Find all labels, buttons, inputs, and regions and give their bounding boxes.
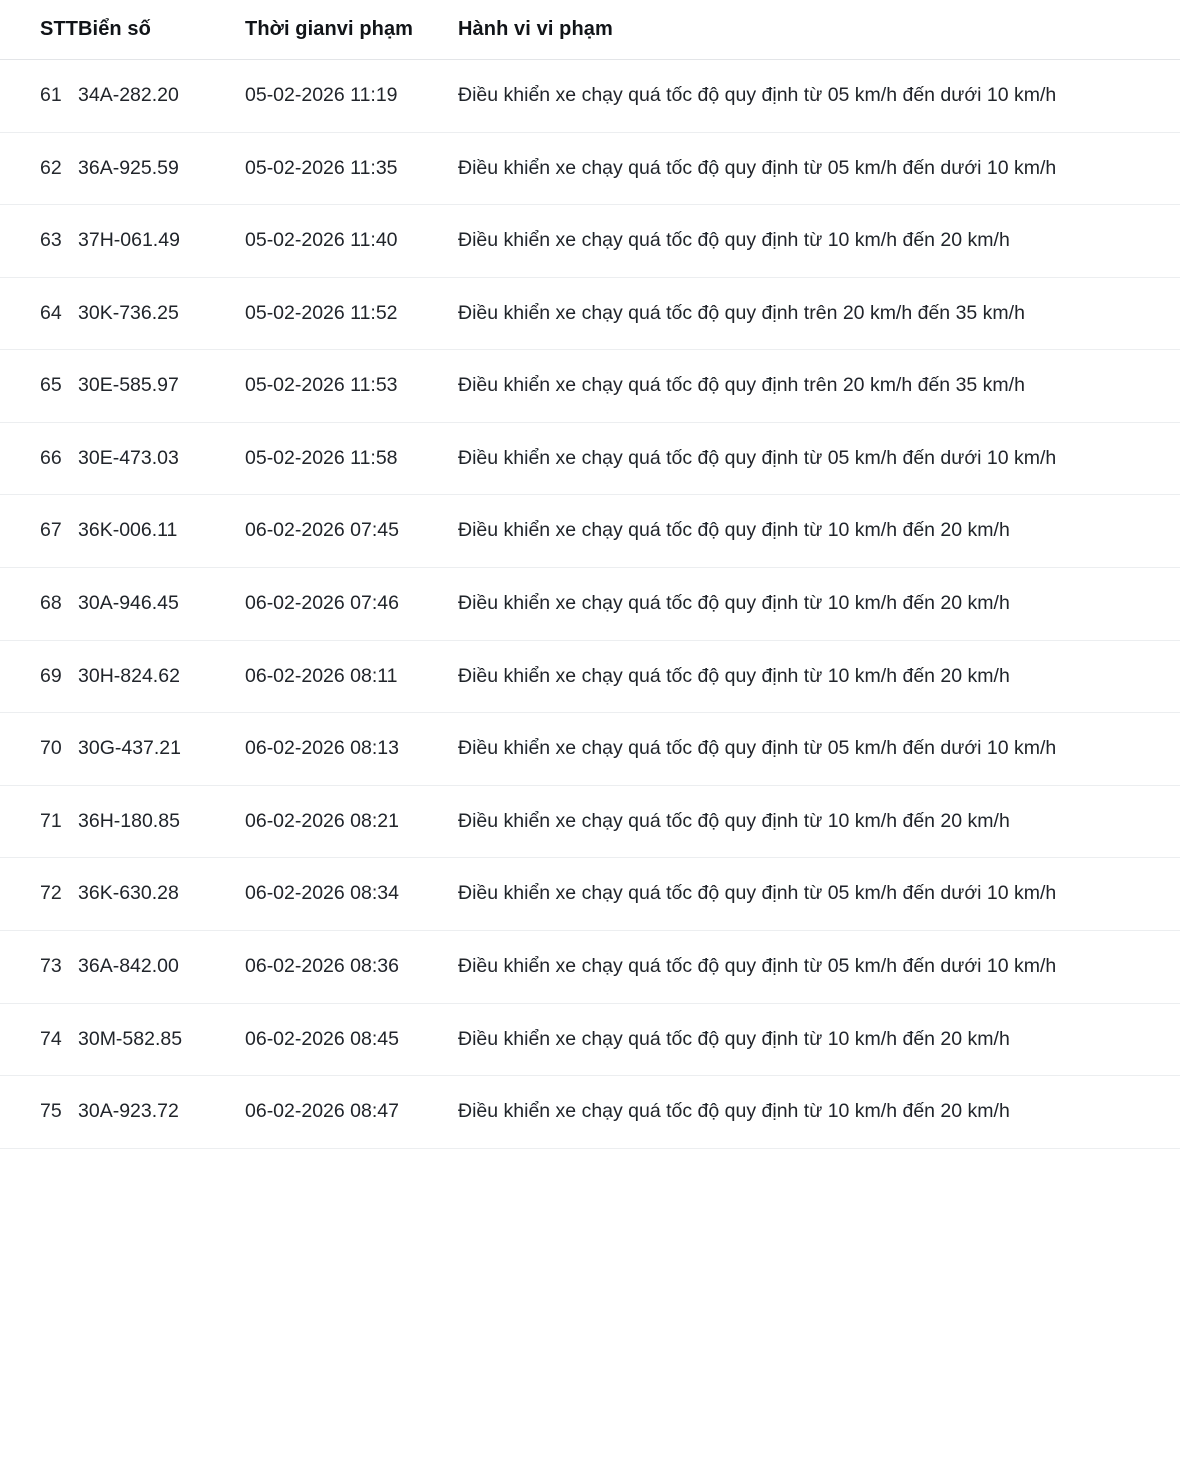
cell-violation: Điều khiển xe chạy quá tốc độ quy định từ 05 km/h đến dưới 10 km/h [458,713,1180,786]
cell-time: 05-02-2026 11:58 [245,422,458,495]
cell-stt: 70 [0,713,78,786]
cell-stt: 73 [0,930,78,1003]
cell-violation: Điều khiển xe chạy quá tốc độ quy định từ 10 km/h đến 20 km/h [458,495,1180,568]
table-row [0,930,1180,1003]
table-row [0,568,1180,641]
cell-stt: 66 [0,422,78,495]
cell-plate: 30M-582.85 [78,1003,245,1076]
cell-time: 05-02-2026 11:53 [245,350,458,423]
cell-stt: 65 [0,350,78,423]
table-row [0,713,1180,786]
cell-stt: 61 [0,60,78,133]
cell-violation: Điều khiển xe chạy quá tốc độ quy định từ 05 km/h đến dưới 10 km/h [458,930,1180,1003]
cell-stt: 71 [0,785,78,858]
table-row [0,858,1180,931]
cell-time: 06-02-2026 08:13 [245,713,458,786]
cell-violation: Điều khiển xe chạy quá tốc độ quy định từ 05 km/h đến dưới 10 km/h [458,60,1180,133]
cell-violation: Điều khiển xe chạy quá tốc độ quy định từ 10 km/h đến 20 km/h [458,568,1180,641]
cell-stt: 63 [0,205,78,278]
cell-plate: 34A-282.20 [78,60,245,133]
cell-stt: 75 [0,1076,78,1149]
column-header-stt: STT [0,0,78,60]
cell-plate: 36K-630.28 [78,858,245,931]
table-header [0,0,1180,60]
table-row [0,495,1180,568]
cell-plate: 36A-842.00 [78,930,245,1003]
cell-time: 06-02-2026 08:21 [245,785,458,858]
column-header-time: Thời gianvi phạm [245,0,458,60]
table-row [0,640,1180,713]
cell-time: 06-02-2026 08:36 [245,930,458,1003]
cell-time: 05-02-2026 11:40 [245,205,458,278]
cell-time: 05-02-2026 11:35 [245,132,458,205]
cell-plate: 30H-824.62 [78,640,245,713]
table-row [0,1076,1180,1149]
cell-plate: 30E-473.03 [78,422,245,495]
column-header-plate: Biển số [78,0,245,60]
cell-plate: 37H-061.49 [78,205,245,278]
cell-plate: 30A-923.72 [78,1076,245,1149]
cell-plate: 36H-180.85 [78,785,245,858]
cell-violation: Điều khiển xe chạy quá tốc độ quy định từ 10 km/h đến 20 km/h [458,785,1180,858]
cell-violation: Điều khiển xe chạy quá tốc độ quy định từ 10 km/h đến 20 km/h [458,640,1180,713]
cell-plate: 30E-585.97 [78,350,245,423]
cell-stt: 74 [0,1003,78,1076]
cell-violation: Điều khiển xe chạy quá tốc độ quy định trên 20 km/h đến 35 km/h [458,350,1180,423]
cell-plate: 36A-925.59 [78,132,245,205]
cell-violation: Điều khiển xe chạy quá tốc độ quy định từ 05 km/h đến dưới 10 km/h [458,132,1180,205]
cell-stt: 68 [0,568,78,641]
table-row [0,1003,1180,1076]
table-row [0,785,1180,858]
cell-violation: Điều khiển xe chạy quá tốc độ quy định từ 10 km/h đến 20 km/h [458,205,1180,278]
column-header-violation: Hành vi vi phạm [458,0,1180,60]
table-row [0,277,1180,350]
cell-stt: 62 [0,132,78,205]
cell-violation: Điều khiển xe chạy quá tốc độ quy định từ 10 km/h đến 20 km/h [458,1003,1180,1076]
cell-violation: Điều khiển xe chạy quá tốc độ quy định từ 10 km/h đến 20 km/h [458,1076,1180,1149]
cell-time: 06-02-2026 07:45 [245,495,458,568]
table-row [0,350,1180,423]
cell-time: 06-02-2026 08:11 [245,640,458,713]
cell-stt: 72 [0,858,78,931]
cell-time: 05-02-2026 11:52 [245,277,458,350]
cell-stt: 64 [0,277,78,350]
cell-time: 06-02-2026 07:46 [245,568,458,641]
cell-time: 05-02-2026 11:19 [245,60,458,133]
table-row [0,132,1180,205]
cell-time: 06-02-2026 08:34 [245,858,458,931]
cell-time: 06-02-2026 08:45 [245,1003,458,1076]
cell-stt: 67 [0,495,78,568]
cell-plate: 36K-006.11 [78,495,245,568]
cell-plate: 30K-736.25 [78,277,245,350]
table-row [0,60,1180,133]
cell-plate: 30G-437.21 [78,713,245,786]
cell-violation: Điều khiển xe chạy quá tốc độ quy định từ 05 km/h đến dưới 10 km/h [458,858,1180,931]
cell-time: 06-02-2026 08:47 [245,1076,458,1149]
cell-violation: Điều khiển xe chạy quá tốc độ quy định trên 20 km/h đến 35 km/h [458,277,1180,350]
cell-violation: Điều khiển xe chạy quá tốc độ quy định từ 05 km/h đến dưới 10 km/h [458,422,1180,495]
table-header-row [0,0,1180,60]
table-row [0,422,1180,495]
cell-stt: 69 [0,640,78,713]
table-row [0,205,1180,278]
cell-plate: 30A-946.45 [78,568,245,641]
table-body [0,60,1180,1149]
